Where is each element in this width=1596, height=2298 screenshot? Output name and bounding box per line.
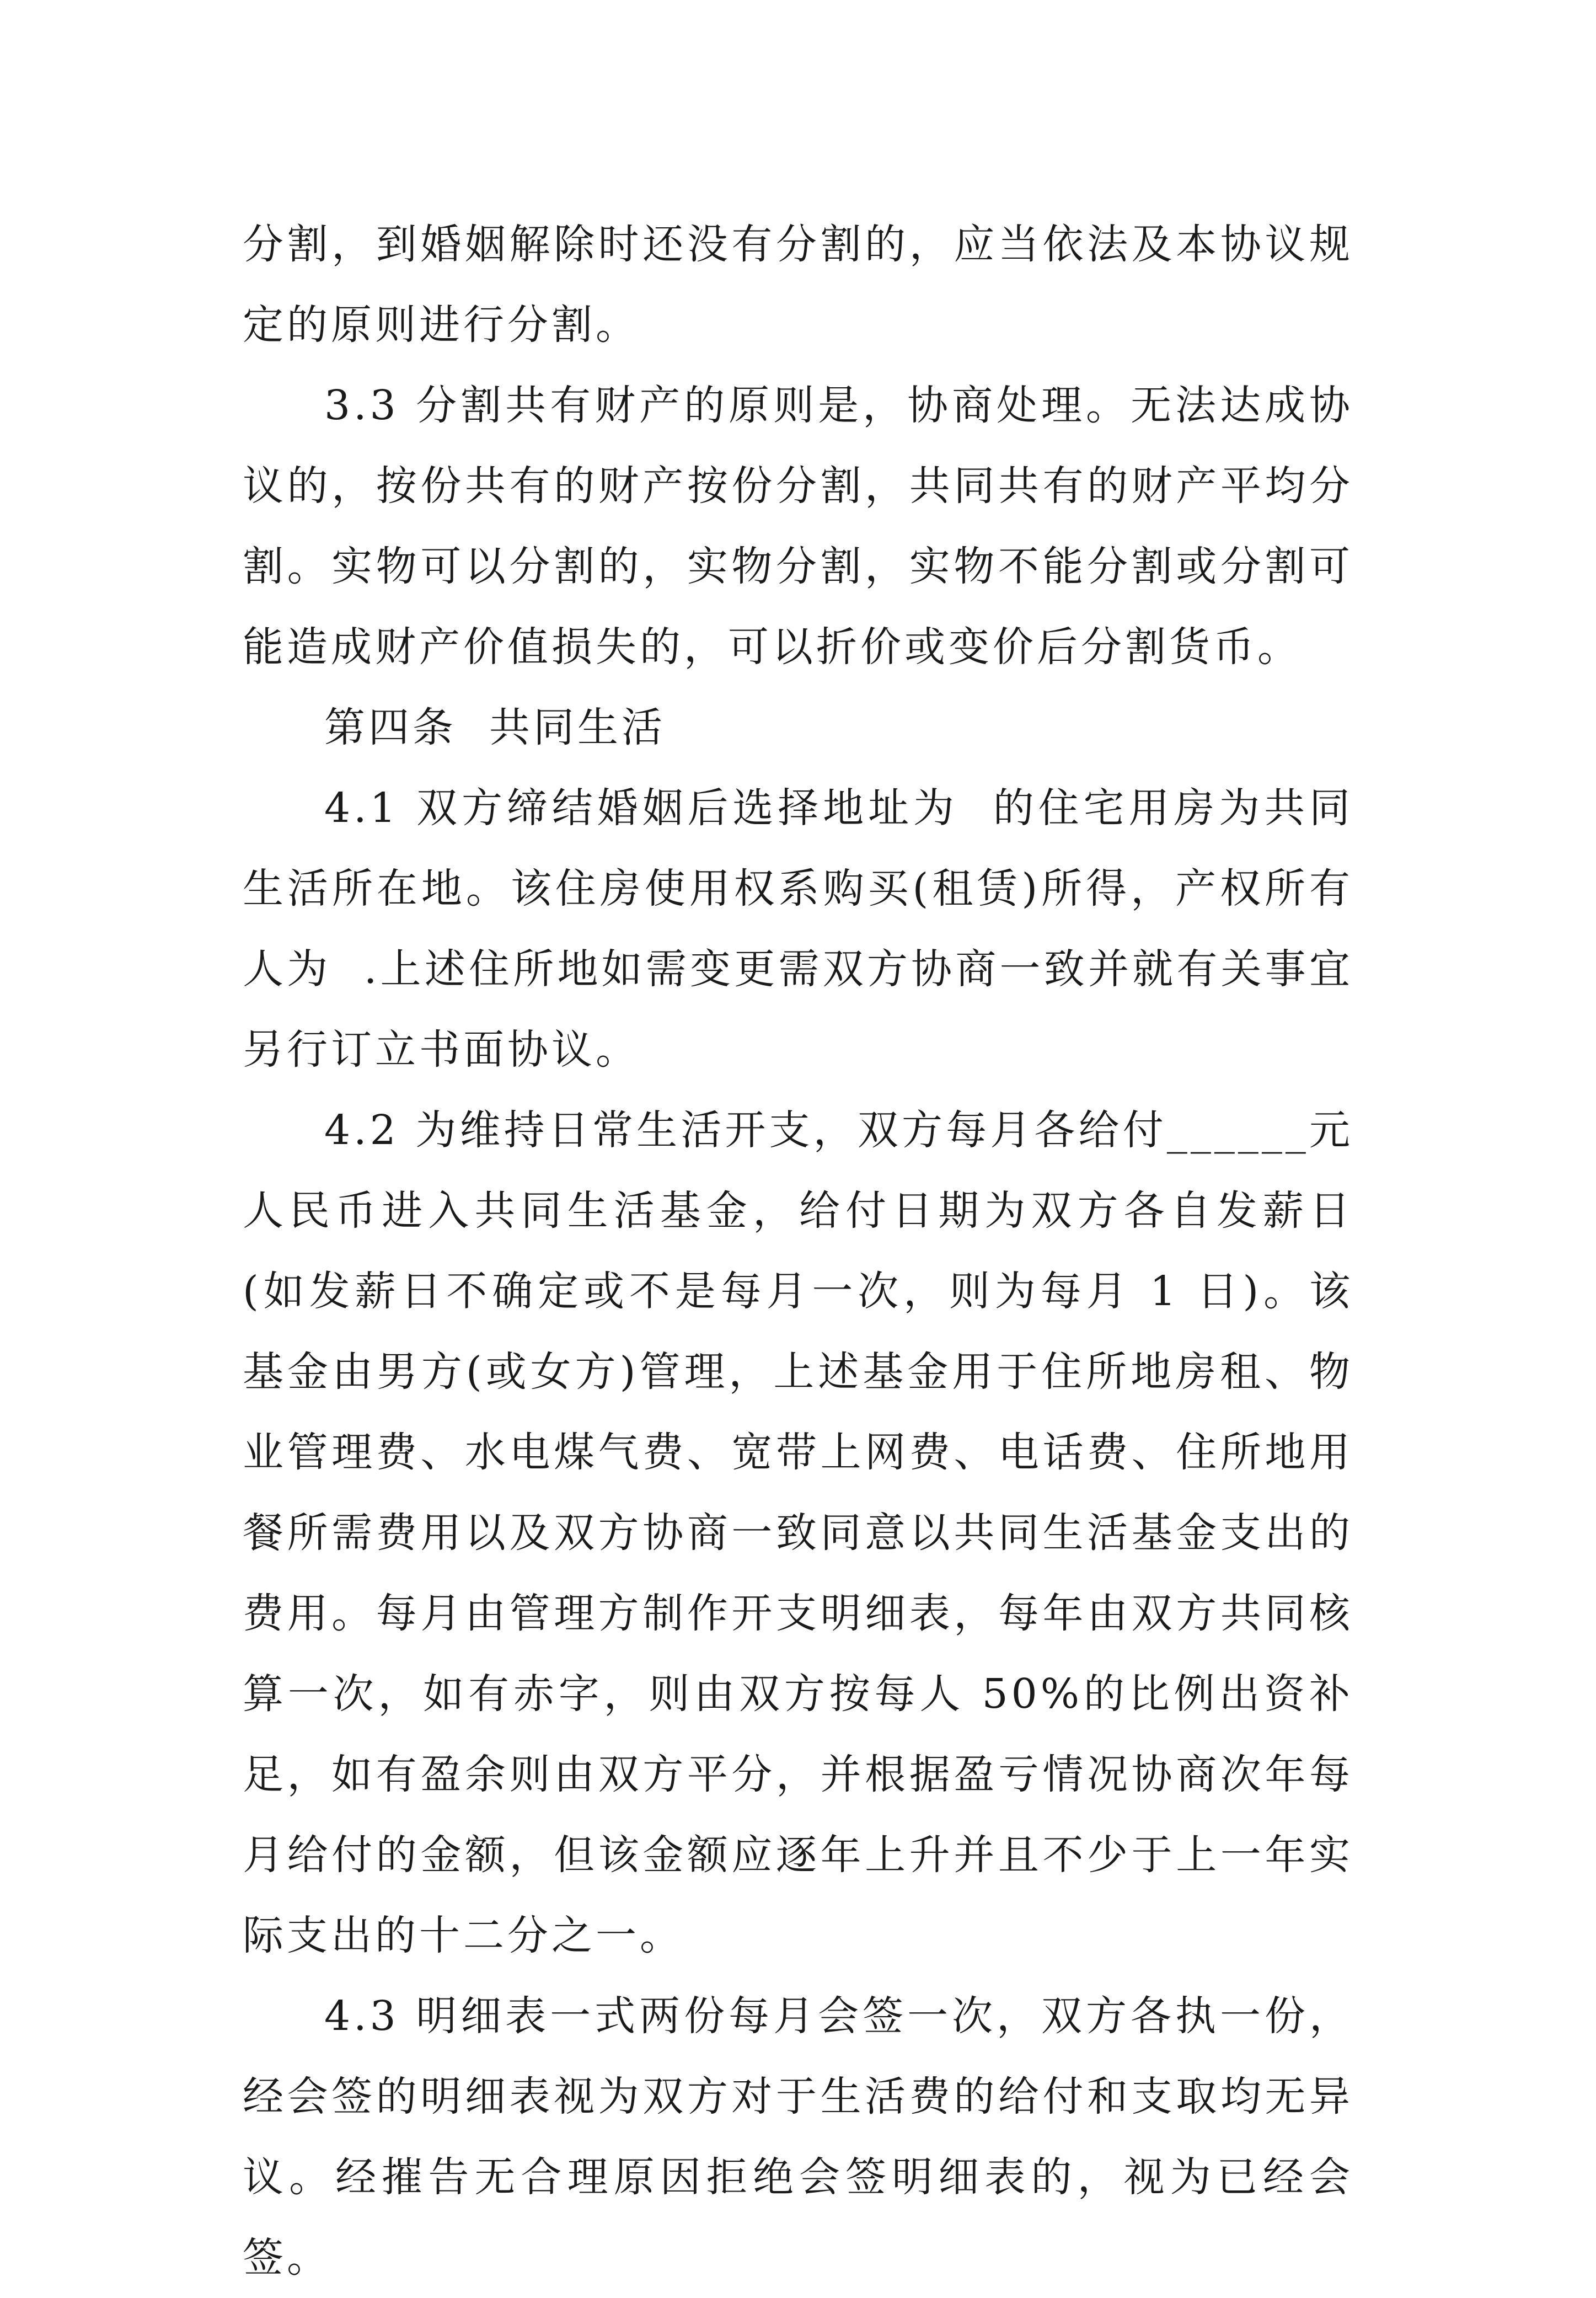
paragraph-4-2: 4.2 为维持日常生活开支，双方每月各给付______元人民币进入共同生活基金，给付日期为双方各自发薪日(如发薪日不确定或不是每月一次，则为每月 1 日)。该基金由男方(或女方)管理，上述基金用于住所地房租、物业管理费、水电煤气费、宽带上网费、电话费、住所地用餐所需费用以及双方协商一致同意以共同生活基金支出的费用。每月由管理方制作开支明细表，每年由双方共同核算一次，如有赤字，则由双方按每人 50%的比例出资补足，如有盈余则由双方平分，并根据盈亏情况协商次年每月给付的金额，但该金额应逐年上升并且不少于上一年实际支出的十二分之一。 <box>243 1107 1353 1959</box>
paragraph-4-3: 4.3 明细表一式两份每月会签一次，双方各执一份，经会签的明细表视为双方对于生活费的给付和支取均无异议。经摧告无合理原因拒绝会签明细表的，视为已经会签。 <box>243 1992 1353 2281</box>
paragraph-4-1: 4.1 双方缔结婚姻后选择地址为 的住宅用房为共同生活所在地。该住房使用权系购买(租赁)所得，产权所有人为 .上述住所地如需变更需双方协商一致并就有关事宜另行订立书面协议。 <box>243 784 1353 1073</box>
paragraph-3-3: 3.3 分割共有财产的原则是，协商处理。无法达成协议的，按份共有的财产按份分割，共同共有的财产平均分割。实物可以分割的，实物分割，实物不能分割或分割可能造成财产价值损失的，可以折价或变价后分割货币。 <box>243 382 1353 671</box>
section-heading-article-4: 第四条 共同生活 <box>324 704 666 751</box>
paragraph-continuation: 分割，到婚姻解除时还没有分割的，应当依法及本协议规定的原则进行分割。 <box>243 221 1353 349</box>
document-body <box>243 204 1353 2298</box>
